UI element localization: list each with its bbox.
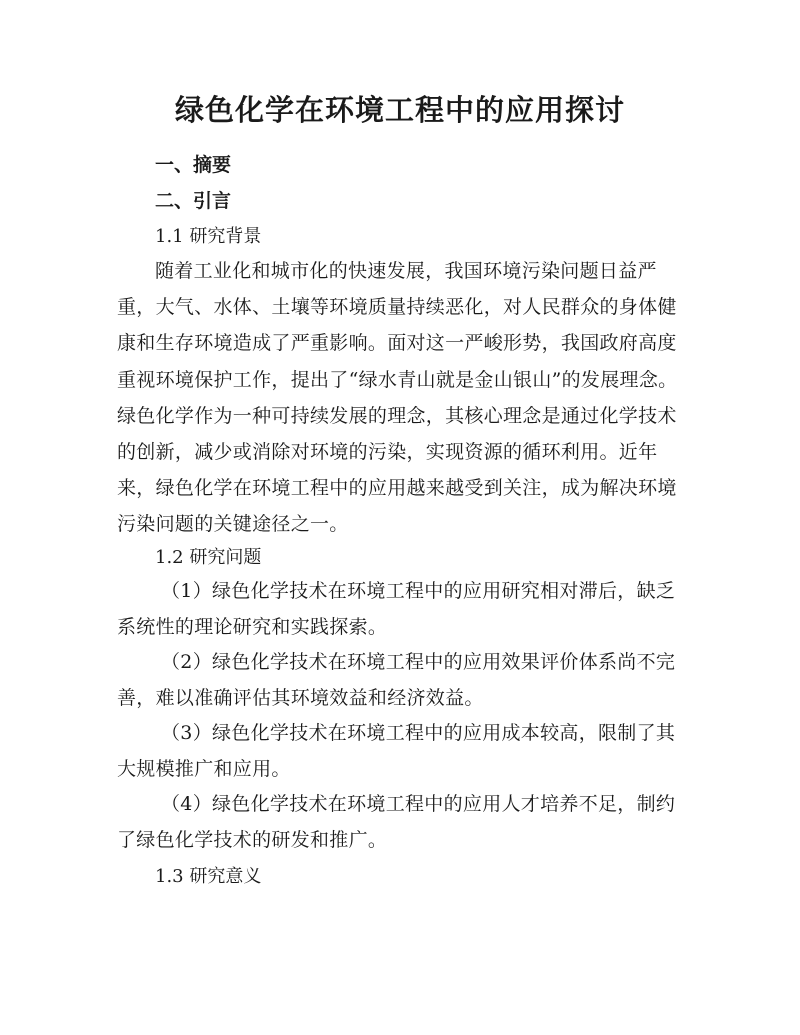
research-question-4: （4）绿色化学技术在环境工程中的应用人才培养不足，制约了绿色化学技术的研发和推广。 (117, 793, 676, 852)
section-1-1-heading: 1.1 研究背景 (155, 226, 262, 247)
research-question-3: （3）绿色化学技术在环境工程中的应用成本较高，限制了其大规模推广和应用。 (117, 722, 676, 781)
background-paragraph: 随着工业化和城市化的快速发展，我国环境污染问题日益严重，大气、水体、土壤等环境质量持续恶化，对人民群众的身体健康和生存环境造成了严重影响。面对这一严峻形势，我国政府高度重视环境保护工作，提出了“绿水青山就是金山银山”的发展理念。绿色化学作为一种可持续发展的理念，其核心理念是通过化学技术的创新，减少或消除对环境的污染，实现资源的循环利用。近年来，绿色化学在环境工程中的应用越来越受到关注，成为解决环境污染问题的关键途径之一。 (117, 260, 678, 536)
document-title: 绿色化学在环境工程中的应用探讨 (174, 93, 625, 127)
research-question-1: （1）绿色化学技术在环境工程中的应用研究相对滞后，缺乏系统性的理论研究和实践探索。 (117, 580, 676, 639)
section-1-2-heading: 1.2 研究问题 (155, 547, 262, 568)
heading-abstract: 一、摘要 (155, 154, 232, 176)
research-question-2: （2）绿色化学技术在环境工程中的应用效果评价体系尚不完善，难以准确评估其环境效益和经济效益。 (117, 651, 676, 710)
heading-introduction: 二、引言 (155, 190, 232, 212)
section-1-3-heading: 1.3 研究意义 (155, 866, 262, 887)
